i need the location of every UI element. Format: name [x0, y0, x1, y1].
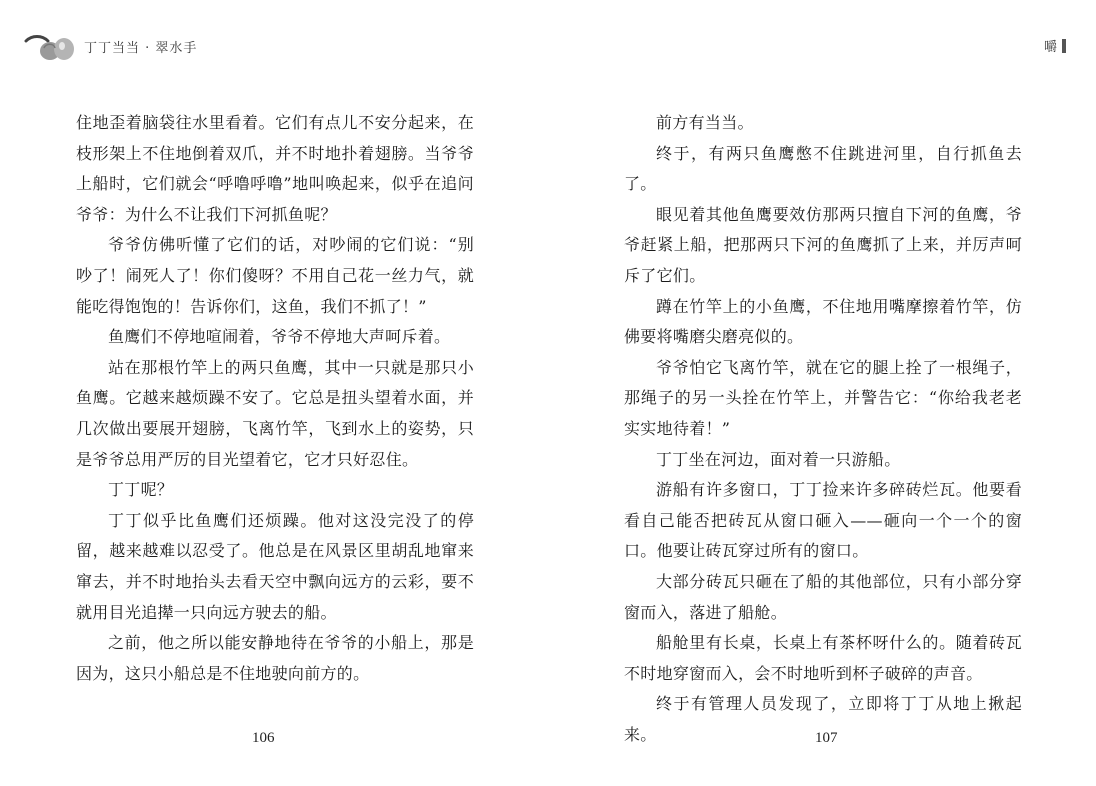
page-number-left: 106 — [252, 730, 275, 746]
paragraph: 之前，他之所以能安静地待在爷爷的小船上，那是因为，这只小船总是不住地驶向前方的。 — [76, 633, 474, 683]
paragraph: 站在那根竹竿上的两只鱼鹰，其中一只就是那只小鱼鹰。它越来越烦躁不安了。它总是扭头望着水面，并几次做出要展开翅膀，飞离竹竿，飞到水上的姿势，只是爷爷总用严厉的目光望着它，它才只好忍住。 — [76, 357, 474, 469]
paragraph: 住地歪着脑袋往水里看着。它们有点儿不安分起来，在枝形架上不住地倒着双爪，并不时地扑着翅膀。当爷爷上船时，它们就会“呼噜呼噜”地叫唤起来，似乎在追问爷爷：为什么不让我们下河抓鱼呢？ — [76, 113, 474, 224]
left-page-body — [76, 108, 474, 689]
paragraph: 蹲在竹竿上的小鱼鹰，不住地用嘴摩擦着竹竿，仿佛要将嘴磨尖磨亮似的。 — [624, 296, 1022, 347]
gourd-logo-icon — [24, 31, 76, 65]
corner-bar — [1062, 39, 1066, 53]
paragraph: 眼见着其他鱼鹰要效仿那两只擅自下河的鱼鹰，爷爷赶紧上船，把那两只下河的鱼鹰抓了上来，并厉声呵斥了它们。 — [624, 204, 1022, 285]
paragraph: 终于有管理人员发现了，立即将丁丁从地上揪起来。 — [624, 694, 1022, 744]
paragraph: 前方有当当。 — [656, 113, 754, 132]
paragraph: 大部分砖瓦只砸在了船的其他部位，只有小部分穿窗而入，落进了船舱。 — [624, 571, 1022, 622]
paragraph: 丁丁坐在河边，面对着一只游船。 — [656, 449, 901, 469]
corner-mark: 嚼 — [1043, 40, 1057, 55]
running-header-right — [1044, 36, 1066, 55]
series-title: 丁丁当当 · 翠水手 — [84, 40, 198, 56]
right-page-body — [624, 108, 1022, 750]
paragraph: 终于，有两只鱼鹰憋不住跳进河里，自行抓鱼去了。 — [624, 143, 1022, 194]
paragraph: 爷爷怕它飞离竹竿，就在它的腿上拴了一根绳子，那绳子的另一头拴在竹竿上，并警告它：“你给我老老实实地待着！” — [624, 357, 1022, 438]
page-number-right: 107 — [815, 730, 838, 746]
paragraph: 鱼鹰们不停地喧闹着，爷爷不停地大声呵斥着。 — [108, 327, 451, 347]
paragraph: 游船有许多窗口，丁丁捡来许多碎砖烂瓦。他要看看自己能否把砖瓦从窗口砸入——砸向一个一个的窗口。他要让砖瓦穿过所有的窗口。 — [624, 480, 1022, 561]
paragraph: 船舱里有长桌，长桌上有茶杯呀什么的。随着砖瓦不时地穿窗而入，会不时地听到杯子破碎的声音。 — [624, 633, 1022, 683]
paragraph: 丁丁似乎比鱼鹰们还烦躁。他对这没完没了的停留，越来越难以忍受了。他总是在风景区里胡乱地窜来窜去，并不时地抬头去看天空中飘向远方的云彩，要不就用目光追撵一只向远方驶去的船。 — [76, 510, 474, 622]
running-header-left — [24, 28, 197, 68]
paragraph: 丁丁呢？ — [108, 480, 174, 500]
paragraph: 爷爷仿佛听懂了它们的话，对吵闹的它们说：“别吵了！闹死人了！你们傻呀？不用自己花一丝力气，就能吃得饱饱的！告诉你们，这鱼，我们不抓了！” — [76, 235, 474, 316]
